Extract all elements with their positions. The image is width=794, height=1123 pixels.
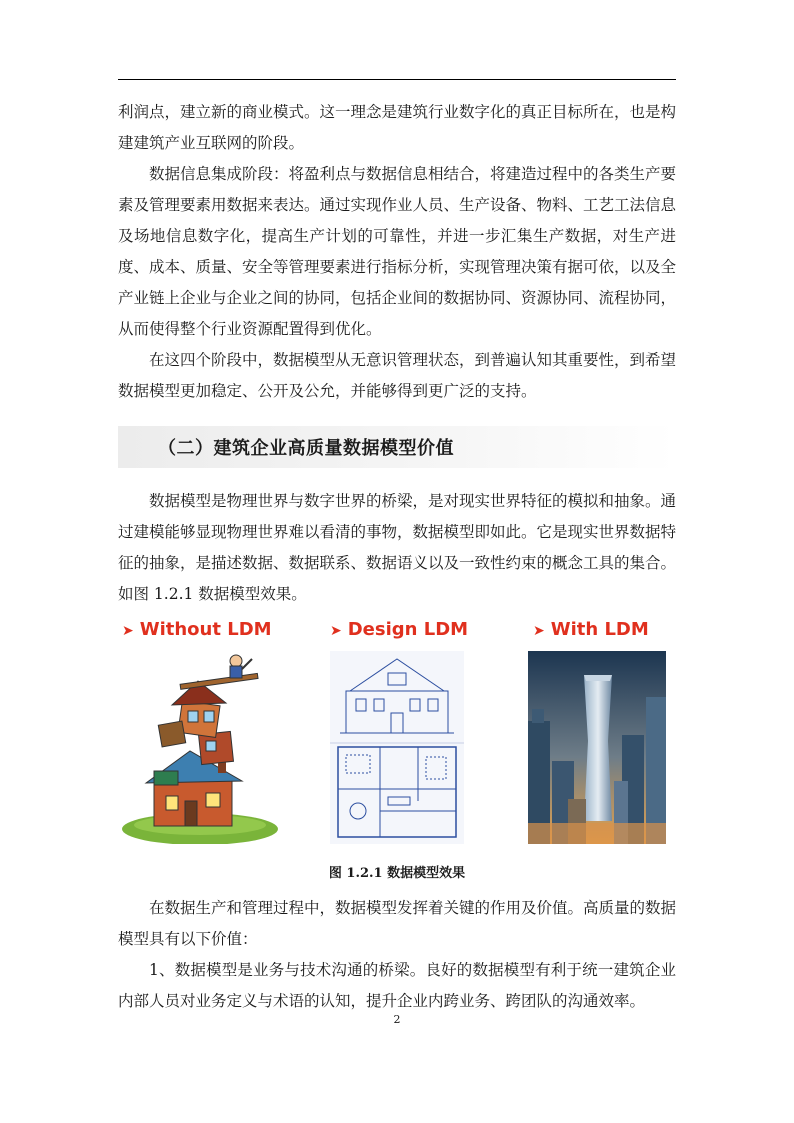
figure-label-with-ldm: ➤ With LDM xyxy=(533,619,649,640)
paragraph: 在数据生产和管理过程中，数据模型发挥着关键的作用及价值。高质量的数据模型具有以下价值： xyxy=(118,899,677,948)
arrow-icon: ➤ xyxy=(122,623,134,639)
page-number: 2 xyxy=(393,1013,401,1026)
section-heading: （二）建筑企业高质量数据模型价值 xyxy=(158,438,454,459)
figure-label-design-ldm: ➤ Design LDM xyxy=(330,619,469,640)
illustration-blueprint xyxy=(330,651,464,844)
arrow-icon: ➤ xyxy=(330,623,342,639)
paragraph: 利润点，建立新的商业模式。这一理念是建筑行业数字化的真正目标所在，也是构建建筑产业互联网的阶段。 xyxy=(118,103,677,152)
illustration-chaotic-house xyxy=(118,651,278,844)
paragraph: 数据模型是物理世界与数字世界的桥梁，是对现实世界特征的模拟和抽象。通过建模能够显现物理世界难以看清的事物，数据模型即如此。它是现实世界数据特征的抽象，是描述数据、数据联系、数据语义以及一致性约束的概念工具的集合。如图 1.2.1 数据模型效果。 xyxy=(118,492,677,603)
illustration-skyscraper-city xyxy=(528,651,666,844)
header-rule xyxy=(118,79,676,80)
figure-label-without-ldm: ➤ Without LDM xyxy=(122,619,272,640)
figure-caption: 图 1.2.1 数据模型效果 xyxy=(328,866,466,881)
paragraph: 在这四个阶段中，数据模型从无意识管理状态，到普遍认知其重要性，到希望数据模型更加稳定、公开及公允，并能够得到更广泛的支持。 xyxy=(118,351,677,400)
paragraph: 1、数据模型是业务与技术沟通的桥梁。良好的数据模型有利于统一建筑企业内部人员对业务定义与术语的认知，提升企业内跨业务、跨团队的沟通效率。 xyxy=(118,961,676,1010)
arrow-icon: ➤ xyxy=(533,623,545,639)
paragraph: 数据信息集成阶段：将盈利点与数据信息相结合，将建造过程中的各类生产要素及管理要素用数据来表达。通过实现作业人员、生产设备、物料、工艺工法信息及场地信息数字化，提高生产计划的可靠性，并进一步汇集生产数据，对生产进度、成本、质量、安全等管理要素进行指标分析，实现管理决策有据可依，以及全产业链上企业与企业之间的协同，包括企业间的数据协同、资源协同、流程协同，从而使得整个行业资源配置得到优化。 xyxy=(118,165,677,338)
